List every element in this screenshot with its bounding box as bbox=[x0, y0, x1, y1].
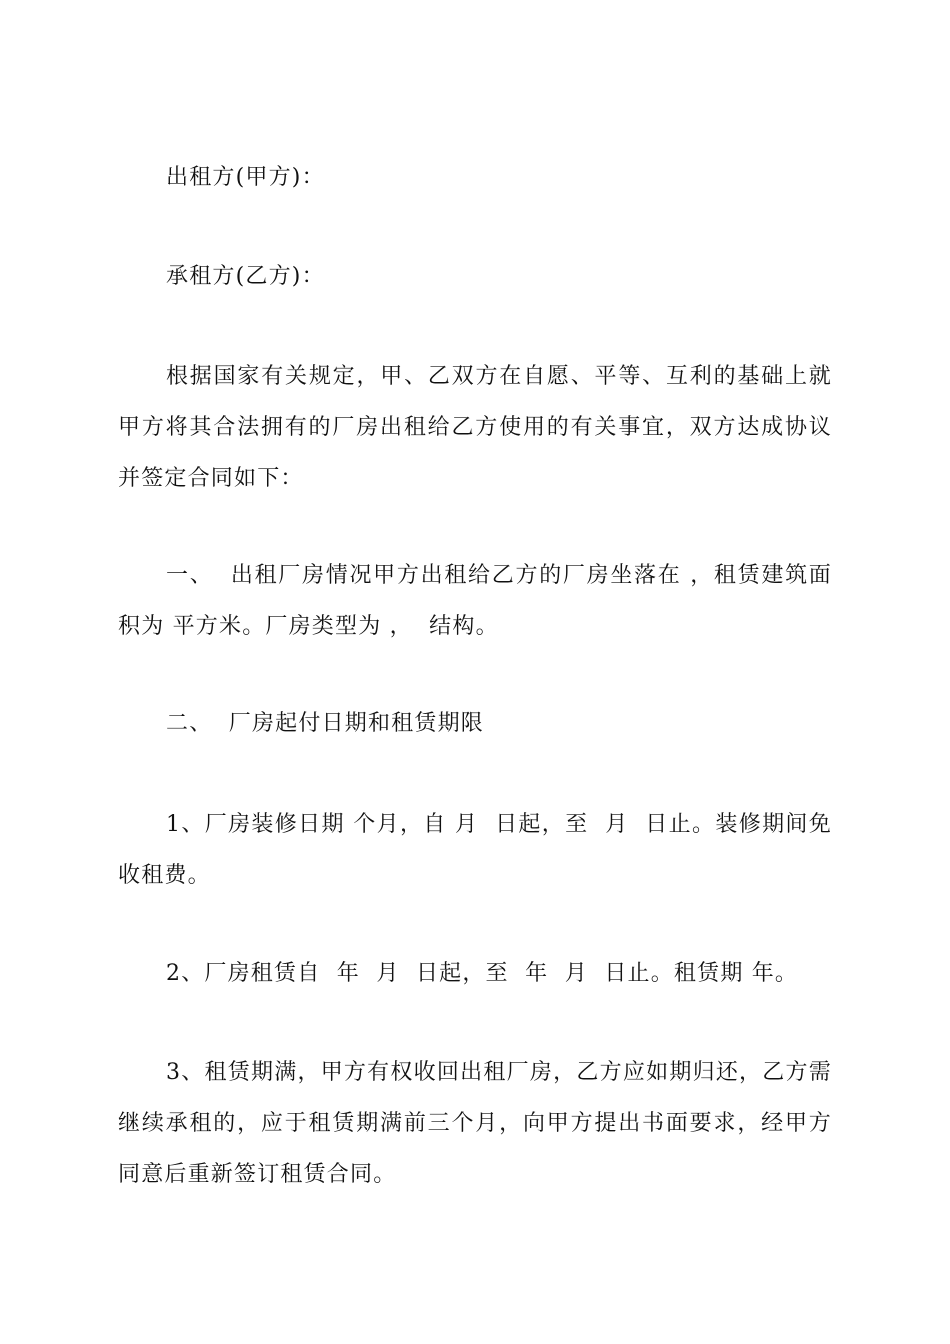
clause-2-2-paragraph: 2、厂房租赁自 年 月 日起，至 年 月 日止。租赁期 年。 bbox=[166, 961, 799, 986]
clause-2-3-paragraph: 3、租赁期满，甲方有权收回出租厂房，乙方应如期归还，乙方需继续承租的，应于租赁期满前三个月，向甲方提出书面要求，经甲方同意后重新签订租赁合同。 bbox=[118, 1060, 832, 1187]
section-1-paragraph: 一、 出租厂房情况甲方出租给乙方的厂房坐落在 ，租赁建筑面积为 平方米。厂房类型为 ， 结构。 bbox=[118, 563, 832, 639]
lessor-line: 出租方(甲方)： bbox=[166, 165, 325, 190]
section-2-heading: 二、 厂房起付日期和租赁期限 bbox=[166, 711, 484, 736]
lessee-line: 承租方(乙方)： bbox=[166, 264, 325, 289]
clause-2-1-paragraph: 1、厂房装修日期 个月，自 月 日起，至 月 日止。装修期间免收租费。 bbox=[118, 812, 832, 888]
preamble-paragraph: 根据国家有关规定，甲、乙双方在自愿、平等、互利的基础上就甲方将其合法拥有的厂房出租给乙方使用的有关事宜，双方达成协议并签定合同如下： bbox=[118, 364, 832, 491]
